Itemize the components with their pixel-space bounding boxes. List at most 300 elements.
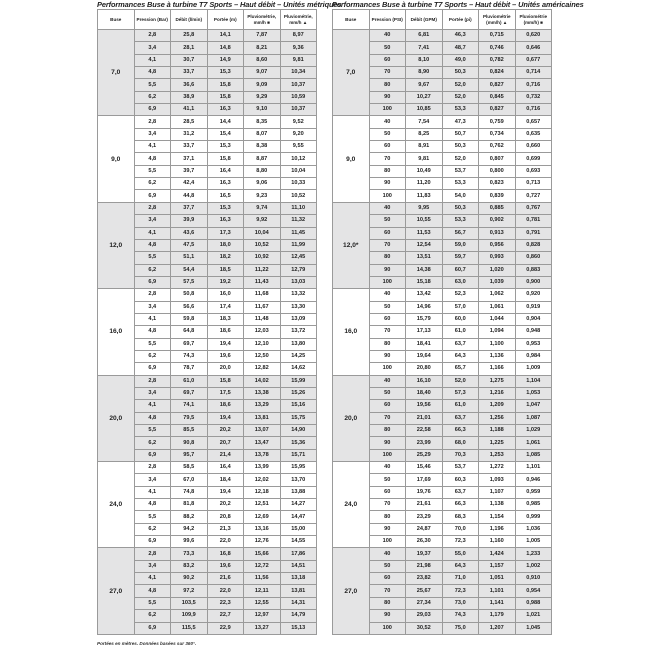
value-cell: 48,7	[442, 42, 479, 54]
value-cell: 60	[369, 141, 406, 153]
value-cell: 1,188	[479, 425, 516, 437]
value-cell: 1,062	[479, 289, 516, 301]
value-cell: 70	[369, 153, 406, 165]
value-cell: 0,699	[515, 153, 552, 165]
value-cell: 0,828	[515, 239, 552, 251]
value-cell: 3,4	[134, 42, 171, 54]
value-cell: 11,22	[244, 264, 281, 276]
value-cell: 13,99	[244, 462, 281, 474]
value-cell: 12,11	[244, 585, 281, 597]
value-cell: 72,3	[442, 536, 479, 548]
value-cell: 0,620	[515, 30, 552, 42]
value-cell: 53,7	[442, 165, 479, 177]
value-cell: 2,8	[134, 116, 171, 128]
value-cell: 6,9	[134, 536, 171, 548]
value-cell: 0,746	[479, 42, 516, 54]
value-cell: 90	[369, 91, 406, 103]
us-performance-table	[332, 9, 552, 635]
value-cell: 12,72	[244, 560, 281, 572]
value-cell: 0,999	[515, 511, 552, 523]
value-cell: 1,207	[479, 622, 516, 634]
value-cell: 1,085	[515, 449, 552, 461]
value-cell: 0,660	[515, 141, 552, 153]
value-cell: 52,0	[442, 153, 479, 165]
value-cell: 33,7	[171, 67, 208, 79]
nozzle-cell: 27,0	[333, 548, 370, 634]
value-cell: 1,039	[479, 276, 516, 288]
value-cell: 16,10	[406, 375, 443, 387]
value-cell: 19,56	[406, 400, 443, 412]
value-cell: 15,95	[280, 462, 317, 474]
value-cell: 11,53	[406, 227, 443, 239]
value-cell: 1,233	[515, 548, 552, 560]
value-cell: 61,0	[442, 400, 479, 412]
value-cell: 19,76	[406, 486, 443, 498]
value-cell: 14,8	[207, 42, 244, 54]
value-cell: 0,984	[515, 350, 552, 362]
value-cell: 15,26	[280, 387, 317, 399]
value-cell: 1,272	[479, 462, 516, 474]
value-cell: 28,1	[171, 42, 208, 54]
value-cell: 60	[369, 400, 406, 412]
value-cell: 2,8	[134, 30, 171, 42]
value-cell: 1,253	[479, 449, 516, 461]
value-cell: 9,81	[406, 153, 443, 165]
value-cell: 74,3	[442, 610, 479, 622]
value-cell: 1,209	[479, 400, 516, 412]
nozzle-cell: 7,0	[333, 30, 370, 116]
table-row	[98, 289, 317, 301]
value-cell: 74,8	[171, 486, 208, 498]
value-cell: 13,09	[280, 313, 317, 325]
value-cell: 80	[369, 165, 406, 177]
value-cell: 90,2	[171, 573, 208, 585]
value-cell: 11,45	[280, 227, 317, 239]
value-cell: 16,4	[207, 165, 244, 177]
value-cell: 60,3	[442, 474, 479, 486]
value-cell: 68,3	[442, 511, 479, 523]
value-cell: 13,29	[244, 400, 281, 412]
value-cell: 70,0	[442, 523, 479, 535]
value-cell: 80	[369, 597, 406, 609]
value-cell: 21,3	[207, 523, 244, 535]
value-cell: 15,4	[207, 128, 244, 140]
value-cell: 0,716	[515, 104, 552, 116]
value-cell: 60,0	[442, 313, 479, 325]
value-cell: 80	[369, 338, 406, 350]
value-cell: 80	[369, 79, 406, 91]
value-cell: 14,38	[406, 264, 443, 276]
value-cell: 50,3	[442, 141, 479, 153]
column-header: Buse	[98, 10, 135, 30]
nozzle-cell: 16,0	[98, 289, 135, 375]
value-cell: 44,8	[171, 190, 208, 202]
column-header: Pluviométrie (mm/h) ▲	[479, 10, 516, 30]
value-cell: 60	[369, 313, 406, 325]
value-cell: 15,46	[406, 462, 443, 474]
value-cell: 10,12	[280, 153, 317, 165]
value-cell: 0,646	[515, 42, 552, 54]
value-cell: 22,58	[406, 425, 443, 437]
value-cell: 20,7	[207, 437, 244, 449]
value-cell: 13,42	[406, 289, 443, 301]
value-cell: 12,97	[244, 610, 281, 622]
value-cell: 13,78	[244, 449, 281, 461]
value-cell: 3,4	[134, 560, 171, 572]
value-cell: 12,50	[244, 350, 281, 362]
value-cell: 8,91	[406, 141, 443, 153]
value-cell: 9,36	[280, 42, 317, 54]
value-cell: 13,18	[280, 573, 317, 585]
value-cell: 14,47	[280, 511, 317, 523]
metric-performance-table	[97, 9, 317, 635]
value-cell: 80	[369, 511, 406, 523]
value-cell: 16,8	[207, 548, 244, 560]
value-cell: 54,4	[171, 264, 208, 276]
column-header: Pluviométrie, mm/h ▲	[280, 10, 317, 30]
value-cell: 64,3	[442, 350, 479, 362]
value-cell: 12,79	[280, 264, 317, 276]
value-cell: 1,044	[479, 313, 516, 325]
value-cell: 33,7	[171, 141, 208, 153]
value-cell: 39,7	[171, 165, 208, 177]
value-cell: 11,43	[244, 276, 281, 288]
value-cell: 6,2	[134, 523, 171, 535]
value-cell: 0,883	[515, 264, 552, 276]
value-cell: 0,827	[479, 104, 516, 116]
value-cell: 39,9	[171, 215, 208, 227]
table-row	[333, 548, 552, 560]
column-header: Débit (GPM)	[406, 10, 443, 30]
value-cell: 88,2	[171, 511, 208, 523]
value-cell: 74,1	[171, 400, 208, 412]
value-cell: 80	[369, 425, 406, 437]
value-cell: 2,8	[134, 202, 171, 214]
value-cell: 46,3	[442, 30, 479, 42]
value-cell: 60,7	[442, 264, 479, 276]
value-cell: 6,9	[134, 276, 171, 288]
value-cell: 2,8	[134, 548, 171, 560]
value-cell: 0,953	[515, 338, 552, 350]
value-cell: 23,99	[406, 437, 443, 449]
value-cell: 53,3	[442, 104, 479, 116]
value-cell: 20,2	[207, 499, 244, 511]
value-cell: 13,80	[280, 338, 317, 350]
value-cell: 19,64	[406, 350, 443, 362]
value-cell: 1,179	[479, 610, 516, 622]
value-cell: 63,7	[442, 412, 479, 424]
value-cell: 1,036	[515, 523, 552, 535]
value-cell: 60	[369, 227, 406, 239]
value-cell: 15,8	[207, 375, 244, 387]
value-cell: 16,3	[207, 104, 244, 116]
value-cell: 1,094	[479, 326, 516, 338]
value-cell: 6,9	[134, 449, 171, 461]
value-cell: 74,3	[171, 350, 208, 362]
value-cell: 1,138	[479, 499, 516, 511]
value-cell: 5,5	[134, 597, 171, 609]
value-cell: 8,38	[244, 141, 281, 153]
value-cell: 10,59	[280, 91, 317, 103]
value-cell: 25,67	[406, 585, 443, 597]
column-header: Pluviométrie, mm/h ■	[244, 10, 281, 30]
nozzle-cell: 24,0	[333, 462, 370, 548]
value-cell: 12,02	[244, 474, 281, 486]
value-cell: 10,27	[406, 91, 443, 103]
value-cell: 14,27	[280, 499, 317, 511]
nozzle-cell: 7,0	[98, 30, 135, 116]
value-cell: 0,900	[515, 276, 552, 288]
value-cell: 9,09	[244, 79, 281, 91]
value-cell: 100	[369, 276, 406, 288]
value-cell: 4,1	[134, 313, 171, 325]
value-cell: 103,5	[171, 597, 208, 609]
value-cell: 13,88	[280, 486, 317, 498]
value-cell: 1,061	[479, 301, 516, 313]
table-row	[333, 462, 552, 474]
value-cell: 11,99	[280, 239, 317, 251]
value-cell: 90	[369, 350, 406, 362]
value-cell: 19,4	[207, 412, 244, 424]
value-cell: 15,16	[280, 400, 317, 412]
value-cell: 11,83	[406, 190, 443, 202]
value-cell: 0,910	[515, 573, 552, 585]
value-cell: 4,1	[134, 400, 171, 412]
table-row	[98, 202, 317, 214]
value-cell: 19,37	[406, 548, 443, 560]
value-cell: 1,136	[479, 350, 516, 362]
value-cell: 40	[369, 30, 406, 42]
value-cell: 0,956	[479, 239, 516, 251]
value-cell: 6,81	[406, 30, 443, 42]
table-row	[333, 289, 552, 301]
value-cell: 60	[369, 573, 406, 585]
value-cell: 1,029	[515, 425, 552, 437]
value-cell: 22,0	[207, 585, 244, 597]
value-cell: 3,4	[134, 474, 171, 486]
value-cell: 67,0	[171, 474, 208, 486]
value-cell: 14,96	[406, 301, 443, 313]
value-cell: 50	[369, 128, 406, 140]
value-cell: 15,75	[280, 412, 317, 424]
value-cell: 0,693	[515, 165, 552, 177]
value-cell: 15,8	[207, 79, 244, 91]
value-cell: 65,7	[442, 363, 479, 375]
value-cell: 10,34	[280, 67, 317, 79]
value-cell: 4,8	[134, 499, 171, 511]
value-cell: 0,677	[515, 54, 552, 66]
value-cell: 0,823	[479, 178, 516, 190]
value-cell: 1,051	[479, 573, 516, 585]
value-cell: 17,4	[207, 301, 244, 313]
value-cell: 17,13	[406, 326, 443, 338]
value-cell: 9,07	[244, 67, 281, 79]
value-cell: 90	[369, 178, 406, 190]
value-cell: 69,7	[171, 338, 208, 350]
value-cell: 1,141	[479, 597, 516, 609]
value-cell: 0,781	[515, 215, 552, 227]
value-cell: 13,16	[244, 523, 281, 535]
value-cell: 40	[369, 375, 406, 387]
value-cell: 12,69	[244, 511, 281, 523]
value-cell: 0,732	[515, 91, 552, 103]
table-row	[98, 548, 317, 560]
value-cell: 11,67	[244, 301, 281, 313]
value-cell: 18,6	[207, 326, 244, 338]
column-header: Buse	[333, 10, 370, 30]
value-cell: 6,9	[134, 190, 171, 202]
value-cell: 63,7	[442, 486, 479, 498]
value-cell: 36,6	[171, 79, 208, 91]
value-cell: 16,5	[207, 190, 244, 202]
nozzle-cell: 16,0	[333, 289, 370, 375]
value-cell: 15,71	[280, 449, 317, 461]
value-cell: 1,100	[479, 338, 516, 350]
value-cell: 42,4	[171, 178, 208, 190]
value-cell: 6,2	[134, 610, 171, 622]
value-cell: 68,0	[442, 437, 479, 449]
value-cell: 4,8	[134, 412, 171, 424]
value-cell: 80	[369, 252, 406, 264]
header-row	[333, 10, 552, 30]
value-cell: 22,3	[207, 597, 244, 609]
value-cell: 99,6	[171, 536, 208, 548]
value-cell: 30,52	[406, 622, 443, 634]
value-cell: 19,4	[207, 486, 244, 498]
value-cell: 0,954	[515, 585, 552, 597]
value-cell: 6,2	[134, 264, 171, 276]
value-cell: 5,5	[134, 252, 171, 264]
value-cell: 97,2	[171, 585, 208, 597]
value-cell: 0,759	[479, 116, 516, 128]
value-cell: 70	[369, 585, 406, 597]
value-cell: 9,52	[280, 116, 317, 128]
value-cell: 2,8	[134, 462, 171, 474]
value-cell: 13,47	[244, 437, 281, 449]
value-cell: 90	[369, 437, 406, 449]
value-cell: 37,1	[171, 153, 208, 165]
value-cell: 21,6	[207, 573, 244, 585]
value-cell: 5,5	[134, 165, 171, 177]
value-cell: 1,002	[515, 560, 552, 572]
value-cell: 13,30	[280, 301, 317, 313]
value-cell: 70	[369, 499, 406, 511]
value-cell: 78,7	[171, 363, 208, 375]
value-cell: 57,5	[171, 276, 208, 288]
value-cell: 81,8	[171, 499, 208, 511]
value-cell: 1,196	[479, 523, 516, 535]
value-cell: 9,55	[280, 141, 317, 153]
table-row	[333, 116, 552, 128]
value-cell: 8,35	[244, 116, 281, 128]
value-cell: 79,5	[171, 412, 208, 424]
table-row	[98, 116, 317, 128]
value-cell: 15,00	[280, 523, 317, 535]
value-cell: 50	[369, 42, 406, 54]
value-cell: 50,3	[442, 202, 479, 214]
value-cell: 0,988	[515, 597, 552, 609]
value-cell: 13,72	[280, 326, 317, 338]
table-row	[98, 30, 317, 42]
value-cell: 23,82	[406, 573, 443, 585]
value-cell: 10,92	[244, 252, 281, 264]
value-cell: 100	[369, 536, 406, 548]
value-cell: 13,81	[280, 585, 317, 597]
value-cell: 1,256	[479, 412, 516, 424]
value-cell: 9,95	[406, 202, 443, 214]
value-cell: 1,009	[515, 363, 552, 375]
value-cell: 18,6	[207, 400, 244, 412]
value-cell: 66,3	[442, 425, 479, 437]
value-cell: 4,8	[134, 585, 171, 597]
value-cell: 4,8	[134, 239, 171, 251]
value-cell: 19,6	[207, 350, 244, 362]
nozzle-cell: 12,0*	[333, 202, 370, 288]
value-cell: 5,5	[134, 425, 171, 437]
nozzle-cell: 9,0	[333, 116, 370, 202]
value-cell: 0,839	[479, 190, 516, 202]
value-cell: 55,0	[442, 548, 479, 560]
value-cell: 1,424	[479, 548, 516, 560]
value-cell: 20,0	[207, 363, 244, 375]
value-cell: 12,54	[406, 239, 443, 251]
value-cell: 66,3	[442, 499, 479, 511]
value-cell: 0,824	[479, 67, 516, 79]
value-cell: 20,8	[207, 511, 244, 523]
value-cell: 10,04	[280, 165, 317, 177]
value-cell: 13,07	[244, 425, 281, 437]
value-cell: 5,5	[134, 511, 171, 523]
value-cell: 5,5	[134, 79, 171, 91]
value-cell: 56,7	[442, 227, 479, 239]
value-cell: 0,919	[515, 301, 552, 313]
value-cell: 100	[369, 363, 406, 375]
value-cell: 28,5	[171, 116, 208, 128]
value-cell: 60	[369, 54, 406, 66]
value-cell: 18,0	[207, 239, 244, 251]
metric-table-title: Performances Buse à turbine T7 Sports – Haut débit – Unités métriques	[97, 0, 342, 9]
value-cell: 95,7	[171, 449, 208, 461]
value-cell: 1,160	[479, 536, 516, 548]
value-cell: 16,4	[207, 462, 244, 474]
value-cell: 15,36	[280, 437, 317, 449]
value-cell: 10,04	[244, 227, 281, 239]
value-cell: 10,33	[280, 178, 317, 190]
value-cell: 70,3	[442, 449, 479, 461]
value-cell: 12,03	[244, 326, 281, 338]
value-cell: 9,92	[244, 215, 281, 227]
value-cell: 20,2	[207, 425, 244, 437]
value-cell: 1,005	[515, 536, 552, 548]
value-cell: 8,90	[406, 67, 443, 79]
value-cell: 90	[369, 523, 406, 535]
value-cell: 21,98	[406, 560, 443, 572]
value-cell: 3,4	[134, 215, 171, 227]
value-cell: 18,5	[207, 264, 244, 276]
value-cell: 18,41	[406, 338, 443, 350]
value-cell: 73,3	[171, 548, 208, 560]
value-cell: 52,3	[442, 289, 479, 301]
value-cell: 70	[369, 239, 406, 251]
value-cell: 13,51	[406, 252, 443, 264]
value-cell: 0,800	[479, 165, 516, 177]
value-cell: 64,8	[171, 326, 208, 338]
value-cell: 0,902	[479, 215, 516, 227]
value-cell: 40	[369, 548, 406, 560]
value-cell: 23,29	[406, 511, 443, 523]
value-cell: 1,047	[515, 400, 552, 412]
value-cell: 1,166	[479, 363, 516, 375]
